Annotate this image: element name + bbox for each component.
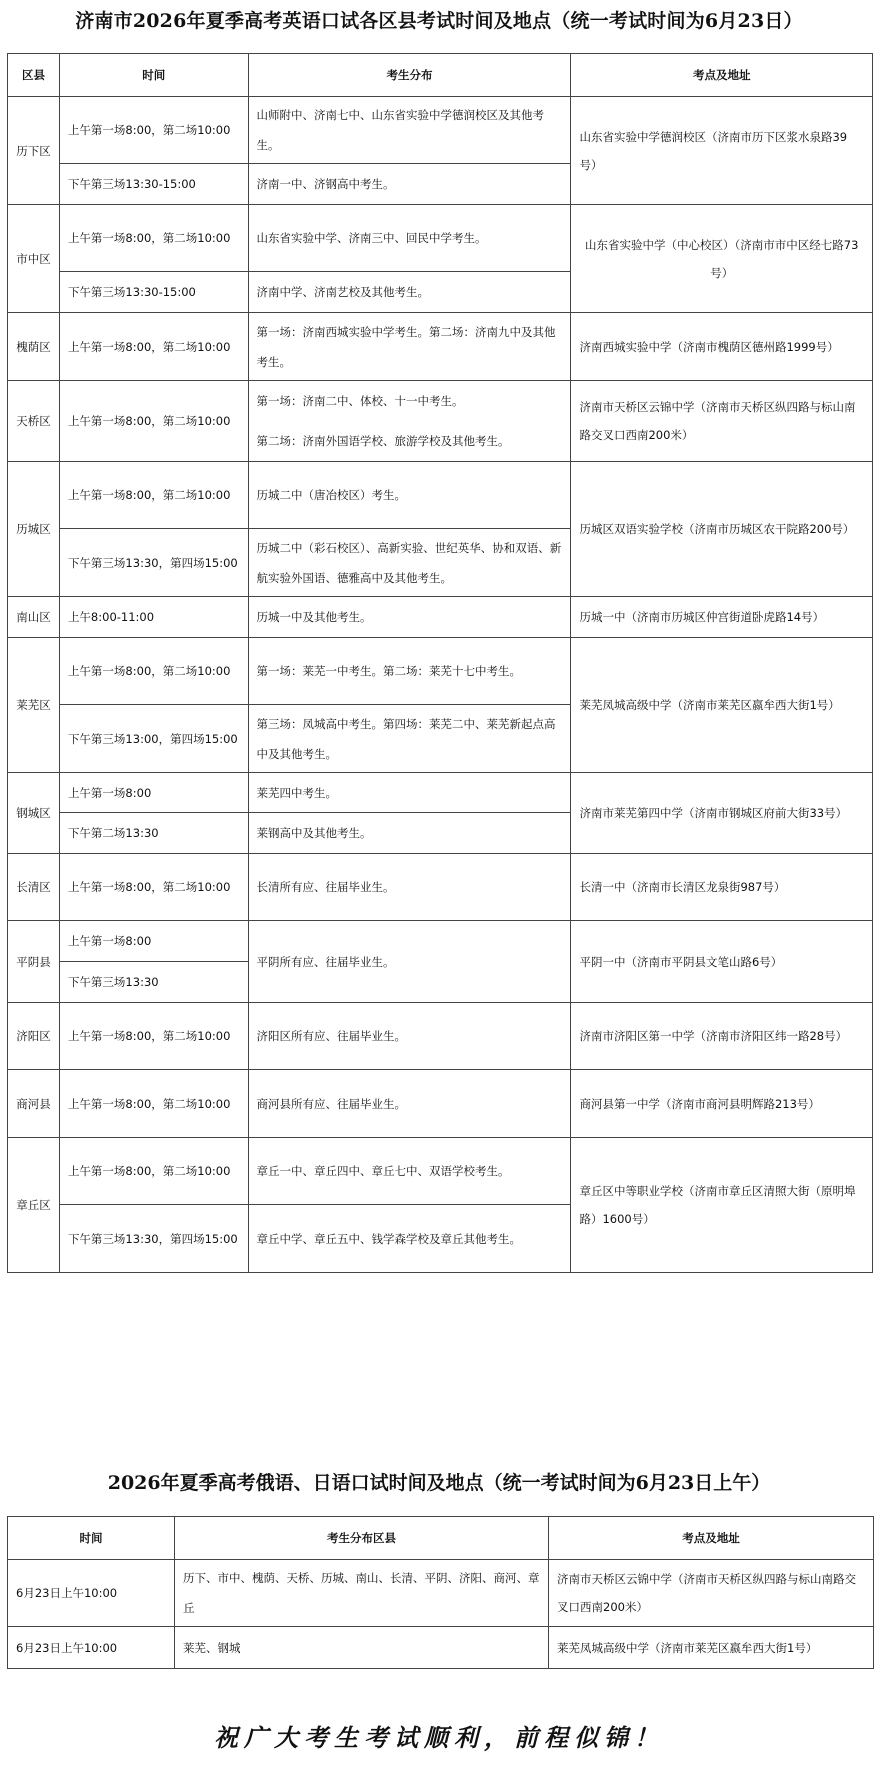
- table-header-row: [8, 54, 873, 97]
- time-cell: 下午第三场13:30，第四场15:00: [59, 1205, 248, 1273]
- district-cell: 天桥区: [8, 381, 60, 462]
- site-cell: 济南市天桥区云锦中学（济南市天桥区纵四路与标山南路交叉口西南200米）: [571, 381, 873, 462]
- site-cell: 济南市天桥区云锦中学（济南市天桥区纵四路与标山南路交叉口西南200米）: [549, 1560, 874, 1627]
- students-cell: 商河县所有应、往届毕业生。: [248, 1070, 571, 1138]
- table-row: [8, 97, 873, 164]
- students-cell: 山师附中、济南七中、山东省实验中学德润校区及其他考生。: [248, 97, 571, 164]
- site-cell: 济南市济阳区第一中学（济南市济阳区纬一路28号）: [571, 1003, 873, 1070]
- site-cell: 历城一中（济南市历城区仲宫街道卧虎路14号）: [571, 597, 873, 638]
- time-cell: 上午第一场8:00，第二场10:00: [59, 205, 248, 272]
- table-row: [8, 381, 873, 462]
- time-cell: 上午第一场8:00，第二场10:00: [59, 313, 248, 381]
- time-cell: 下午第三场13:30-15:00: [59, 272, 248, 313]
- district-cell: 章丘区: [8, 1138, 60, 1273]
- time-cell: 上午第一场8:00，第二场10:00: [59, 1070, 248, 1138]
- table-row: [8, 597, 873, 638]
- time-cell: 上午第一场8:00，第二场10:00: [59, 1138, 248, 1205]
- table-row: [8, 854, 873, 921]
- district-cell: 槐荫区: [8, 313, 60, 381]
- students-cell: 济南一中、济钢高中考生。: [248, 164, 571, 205]
- students-cell: 章丘中学、章丘五中、钱学森学校及章丘其他考生。: [248, 1205, 571, 1273]
- table-row: [8, 921, 873, 962]
- site-cell: 章丘区中等职业学校（济南市章丘区清照大街（原明埠路）1600号）: [571, 1138, 873, 1273]
- students-cell: 历城二中（彩石校区）、高新实验、世纪英华、协和双语、新航实验外国语、德雅高中及其他考生。: [248, 529, 571, 597]
- header-site: 考点及地址: [549, 1517, 874, 1560]
- table-row: [8, 1070, 873, 1138]
- district-cell: 济阳区: [8, 1003, 60, 1070]
- table-row: [8, 773, 873, 813]
- students-line: 第二场：济南外国语学校、旅游学校及其他考生。: [256, 434, 510, 448]
- site-cell: 济南西城实验中学（济南市槐荫区德州路1999号）: [571, 313, 873, 381]
- students-cell: 第一场：济南西城实验中学考生。第二场：济南九中及其他考生。: [248, 313, 571, 381]
- students-cell: 莱钢高中及其他考生。: [248, 813, 571, 854]
- time-cell: 上午第一场8:00，第二场10:00: [59, 854, 248, 921]
- table-row: [8, 1138, 873, 1205]
- students-cell: 第一场：莱芜一中考生。第二场：莱芜十七中考生。: [248, 638, 571, 705]
- time-cell: 上午8:00-11:00: [59, 597, 248, 638]
- site-cell: 山东省实验中学（中心校区）（济南市市中区经七路73号）: [571, 205, 873, 313]
- time-cell: 6月23日上午10:00: [8, 1560, 175, 1627]
- students-cell: 济南中学、济南艺校及其他考生。: [248, 272, 571, 313]
- table-row: [8, 638, 873, 705]
- districts-cell: 莱芜、钢城: [175, 1627, 549, 1669]
- students-line: 第一场：济南二中、体校、十一中考生。: [256, 394, 464, 408]
- table-row: [8, 313, 873, 381]
- time-cell: 上午第一场8:00，第二场10:00: [59, 97, 248, 164]
- table-row: [8, 205, 873, 272]
- district-cell: 南山区: [8, 597, 60, 638]
- site-cell: 商河县第一中学（济南市商河县明辉路213号）: [571, 1070, 873, 1138]
- header-site: 考点及地址: [571, 54, 873, 97]
- section-title: 2026年夏季高考俄语、日语口试时间及地点（统一考试时间为6月23日上午）: [107, 1472, 771, 1494]
- time-cell: 上午第一场8:00: [59, 773, 248, 813]
- site-cell: 莱芜凤城高级中学（济南市莱芜区嬴牟西大街1号）: [549, 1627, 874, 1669]
- district-cell: 长清区: [8, 854, 60, 921]
- header-district: 区县: [8, 54, 60, 97]
- site-cell: 长清一中（济南市长清区龙泉街987号）: [571, 854, 873, 921]
- english-exam-table: [7, 53, 873, 1273]
- time-cell: 上午第一场8:00，第二场10:00: [59, 462, 248, 529]
- district-cell: 历下区: [8, 97, 60, 205]
- time-cell: 下午第三场13:30: [59, 962, 248, 1003]
- table-row: [8, 462, 873, 529]
- students-cell: 莱芜四中考生。: [248, 773, 571, 813]
- district-cell: 平阴县: [8, 921, 60, 1003]
- students-cell: 平阴所有应、往届毕业生。: [248, 921, 571, 1003]
- students-cell: 济阳区所有应、往届毕业生。: [248, 1003, 571, 1070]
- blessing-text: 祝广大考生考试顺利，前程似锦！: [214, 1723, 664, 1752]
- students-cell: 历城二中（唐冶校区）考生。: [248, 462, 571, 529]
- site-cell: 山东省实验中学德润校区（济南市历下区浆水泉路39号）: [571, 97, 873, 205]
- site-cell: 历城区双语实验学校（济南市历城区农干院路200号）: [571, 462, 873, 597]
- page-title: 济南市2026年夏季高考英语口试各区县考试时间及地点（统一考试时间为6月23日）: [75, 10, 803, 32]
- site-cell: 济南市莱芜第四中学（济南市钢城区府前大街33号）: [571, 773, 873, 854]
- students-cell: 长清所有应、往届毕业生。: [248, 854, 571, 921]
- header-districts: 考生分布区县: [175, 1517, 549, 1560]
- students-cell: 章丘一中、章丘四中、章丘七中、双语学校考生。: [248, 1138, 571, 1205]
- table-row: [8, 1003, 873, 1070]
- header-students: 考生分布: [248, 54, 571, 97]
- site-cell: 平阴一中（济南市平阴县文笔山路6号）: [571, 921, 873, 1003]
- time-cell: 下午第三场13:30-15:00: [59, 164, 248, 205]
- russian-japanese-exam-table: [7, 1516, 874, 1669]
- students-cell: 山东省实验中学、济南三中、回民中学考生。: [248, 205, 571, 272]
- district-cell: 历城区: [8, 462, 60, 597]
- time-cell: 下午第三场13:30，第四场15:00: [59, 529, 248, 597]
- table-header-row: [8, 1517, 874, 1560]
- time-cell: 下午第二场13:30: [59, 813, 248, 854]
- district-cell: 市中区: [8, 205, 60, 313]
- districts-cell: 历下、市中、槐荫、天桥、历城、南山、长清、平阴、济阳、商河、章丘: [175, 1560, 549, 1627]
- students-cell: 历城一中及其他考生。: [248, 597, 571, 638]
- time-cell: 上午第一场8:00，第二场10:00: [59, 1003, 248, 1070]
- students-cell: 第三场：凤城高中考生。第四场：莱芜二中、莱芜新起点高中及其他考生。: [248, 705, 571, 773]
- district-cell: 钢城区: [8, 773, 60, 854]
- time-cell: 上午第一场8:00，第二场10:00: [59, 381, 248, 462]
- district-cell: 商河县: [8, 1070, 60, 1138]
- table-row: [8, 1560, 874, 1627]
- header-time: 时间: [8, 1517, 175, 1560]
- header-time: 时间: [59, 54, 248, 97]
- time-cell: 上午第一场8:00: [59, 921, 248, 962]
- time-cell: 6月23日上午10:00: [8, 1627, 175, 1669]
- students-cell: [248, 381, 571, 462]
- time-cell: 下午第三场13:00，第四场15:00: [59, 705, 248, 773]
- time-cell: 上午第一场8:00，第二场10:00: [59, 638, 248, 705]
- table-row: [8, 1627, 874, 1669]
- district-cell: 莱芜区: [8, 638, 60, 773]
- site-cell: 莱芜凤城高级中学（济南市莱芜区嬴牟西大街1号）: [571, 638, 873, 773]
